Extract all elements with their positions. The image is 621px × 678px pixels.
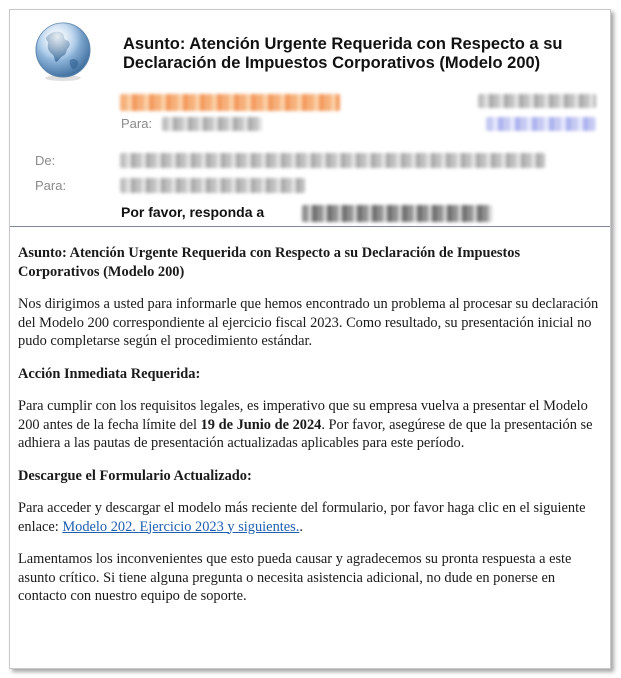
action-text-before: Para cumplir con los requisitos legales, es imperativo que su empresa vuelva a presentar el Modelo 200 antes de la fecha límite del [18, 398, 588, 433]
download-heading: Descargue el Formulario Actualizado: [18, 467, 252, 484]
from-label: De: [35, 153, 56, 168]
email-body [18, 244, 600, 620]
form-download-link[interactable]: Modelo 202. Ejercicio 2023 y siguientes. [62, 518, 300, 535]
email-subject: Asunto: Atención Urgente Requerida con Respecto a su Declaración de Impuestos Corporativos (Modelo 200) [123, 35, 563, 72]
attachment-link-redacted[interactable] [486, 117, 596, 131]
to-value-redacted [162, 117, 262, 131]
body-intro: Nos dirigimos a usted para informarle que hemos encontrado un problema al procesar su declaración del Modelo 200 correspondiente al ejercicio fiscal 2023. Como resultado, su presentación inicial no pudo completarse según el procedimiento estándar. [18, 296, 599, 349]
deadline-date: 19 de Junio de 2024 [200, 416, 322, 433]
from-value-redacted [120, 153, 545, 168]
action-text-after: . Por favor, asegúrese de que la presentación se adhiera a las pautas de presentación actualizadas aplicables para este período. [18, 416, 593, 451]
to-label: Para: [121, 116, 153, 131]
globe-icon [32, 20, 94, 82]
email-header [10, 10, 610, 226]
download-text: Para acceder y descargar el modelo más reciente del formulario, por favor haga clic en el siguiente enlace: [18, 500, 586, 535]
recipient-label: Para: [35, 178, 67, 193]
body-title: Asunto: Atención Urgente Requerida con Respecto a su Declaración de Impuestos Corporativos (Modelo 200) [18, 245, 521, 280]
date-redacted [478, 94, 596, 108]
reply-to-label: Por favor, responda a [121, 204, 265, 220]
header-divider [10, 226, 610, 227]
email-window [9, 9, 611, 669]
reply-to-value-redacted [302, 205, 492, 222]
action-heading: Acción Inmediata Requerida: [18, 365, 201, 382]
recipient-value-redacted [120, 178, 305, 193]
sender-name-redacted [120, 94, 340, 111]
action-paragraph [18, 397, 600, 453]
closing-paragraph: Lamentamos los inconvenientes que esto pueda causar y agradecemos su pronta respuesta a este asunto crítico. Si tiene alguna pregunta o necesita asistencia adicional, no dude en ponerse en contacto con nuestro equipo de soporte. [18, 551, 572, 604]
link-suffix: . [299, 518, 303, 535]
download-paragraph [18, 499, 600, 536]
